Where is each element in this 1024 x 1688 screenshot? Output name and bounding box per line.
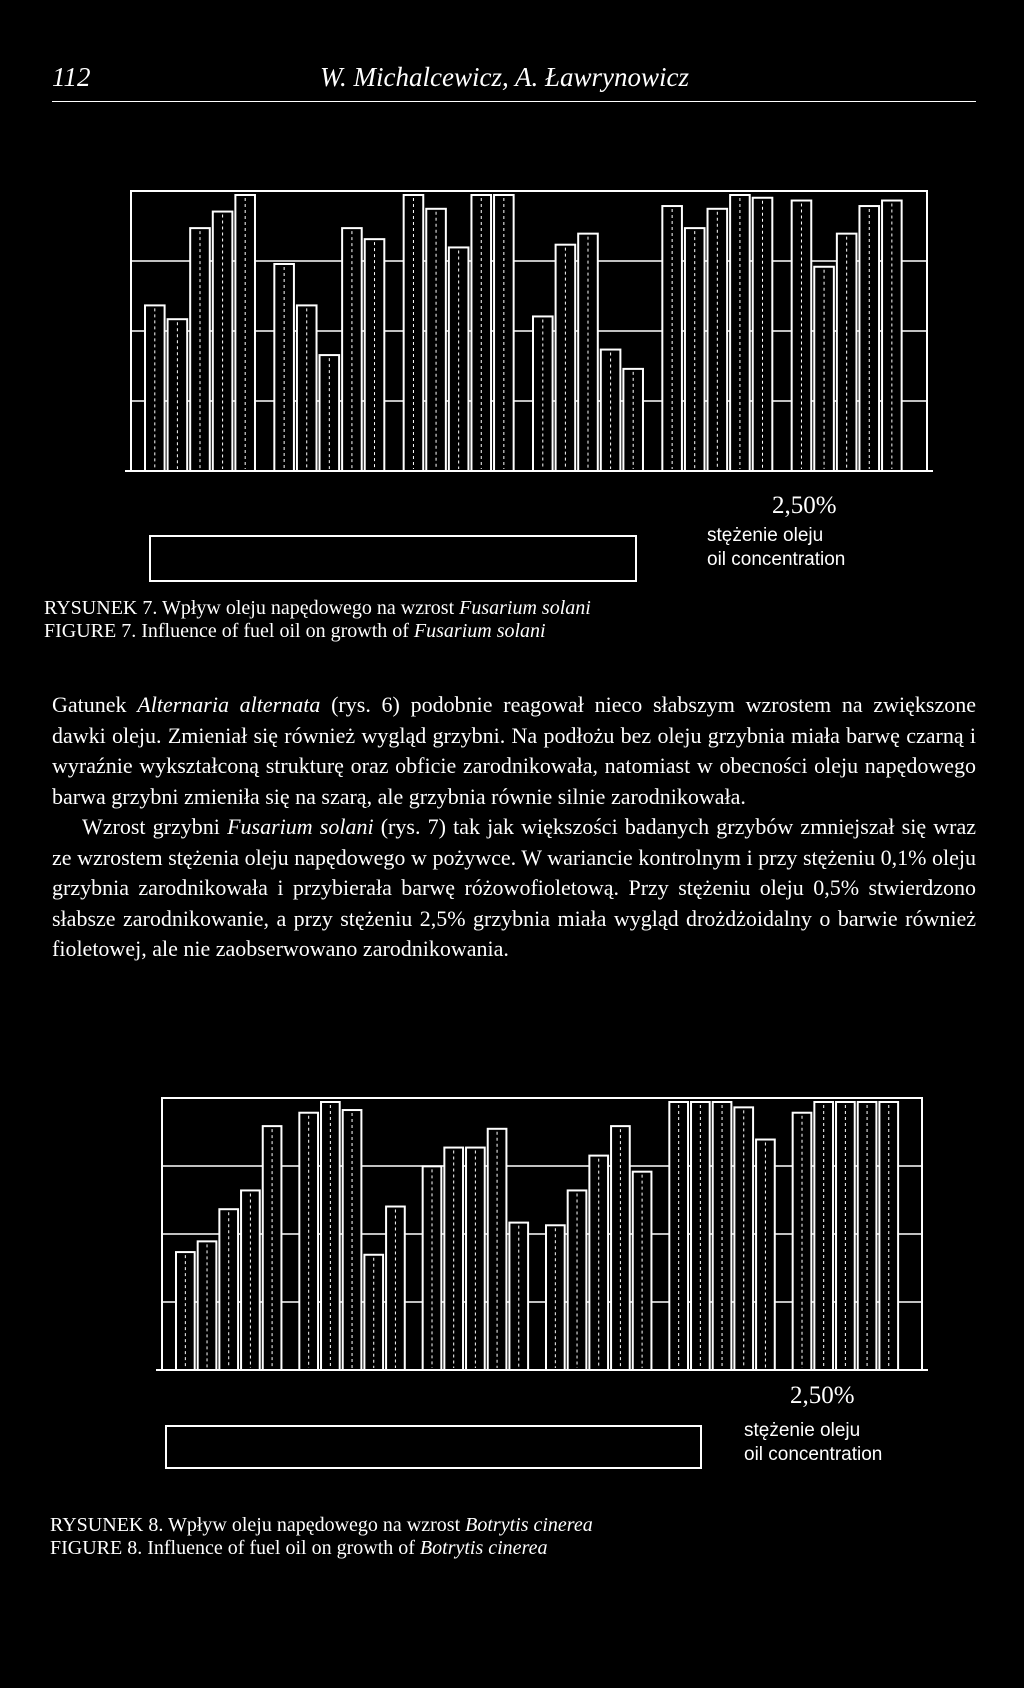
caption-text: RYSUNEK 7. Wpływ oleju napędowego na wzrost	[44, 597, 460, 619]
figure-8-caption-en	[50, 1537, 547, 1559]
bar	[190, 228, 210, 471]
page-number: 112	[52, 62, 91, 92]
caption-species: Fusarium solani	[459, 597, 591, 619]
bar	[685, 228, 705, 471]
figure-7-legend-value: 2,50%	[772, 492, 837, 519]
header-rule	[52, 101, 976, 102]
figure-8-chart	[156, 1092, 928, 1374]
species-name: Alternaria alternata	[137, 692, 321, 717]
species-name: Fusarium solani	[227, 814, 374, 839]
body-text	[52, 690, 976, 965]
paragraph: Wzrost grzybni Fusarium solani (rys. 7) tak jak większości badanych grzybów zmniejszał się wraz ze wzrostem stężenia oleju napędowego w pożywce. W wariancie kontrolnym i przy stężeniu 0,1% oleju grzybnia zarodnikowała i przybierała barwę różowofioletową. Przy stężeniu oleju 0,5% stwierdzono słabsze zarodnikowanie, a przy stężeniu 2,5% grzybnia miała wygląd drożdżoidalny o barwie również fioletowej, ale nie zaobserwowano zarodnikowania.	[52, 814, 976, 961]
figure-7-caption-en	[44, 620, 546, 642]
figure-7-chart	[125, 185, 933, 475]
figure-8-legend-box	[165, 1425, 702, 1469]
caption-text: RYSUNEK 8. Wpływ oleju napędowego na wzrost	[50, 1514, 466, 1536]
bar	[274, 264, 294, 471]
figure-7-caption-pl	[44, 597, 591, 619]
figure-7-legend-box	[149, 535, 637, 582]
figure-8-caption-pl	[50, 1514, 593, 1536]
bar	[488, 1129, 507, 1370]
figure-8-legend-label-en: oil concentration	[744, 1444, 883, 1465]
bar	[793, 1113, 812, 1370]
caption-species: Fusarium solani	[413, 620, 546, 642]
figure-7-legend-label-pl: stężenie oleju	[707, 525, 824, 546]
paragraph: Gatunek Alternaria alternata (rys. 6) podobnie reagował nieco słabszym wzrostem na zwiększone dawki oleju. Zmieniał się również wygląd grzybni. Na podłożu bez oleju grzybnia miała barwę czarną i wyraźnie wykształconą strukturę oraz obficie zarodnikowała, natomiast w obecności oleju napędowego barwa grzybni zmieniła się na szarą, ale grzybnia równie silnie zarodnikowała.	[52, 692, 977, 809]
figure-7-legend-label-en: oil concentration	[707, 549, 846, 570]
caption-species: Botrytis cinerea	[465, 1514, 593, 1536]
figure-8-legend-value: 2,50%	[790, 1382, 855, 1409]
bar	[299, 1113, 318, 1370]
bar	[601, 350, 621, 471]
figure-8-legend-label-pl: stężenie oleju	[744, 1420, 861, 1441]
caption-species: Botrytis cinerea	[419, 1537, 548, 1559]
figure-8-plot	[156, 1092, 928, 1374]
caption-text: FIGURE 7. Influence of fuel oil on growth of	[44, 620, 414, 642]
caption-text: FIGURE 8. Influence of fuel oil on growth of	[50, 1537, 420, 1559]
running-title: W. Michalcewicz, A. Ławrynowicz	[320, 62, 689, 92]
page-header	[52, 62, 976, 102]
figure-7-plot	[125, 185, 933, 475]
bar	[342, 228, 362, 471]
